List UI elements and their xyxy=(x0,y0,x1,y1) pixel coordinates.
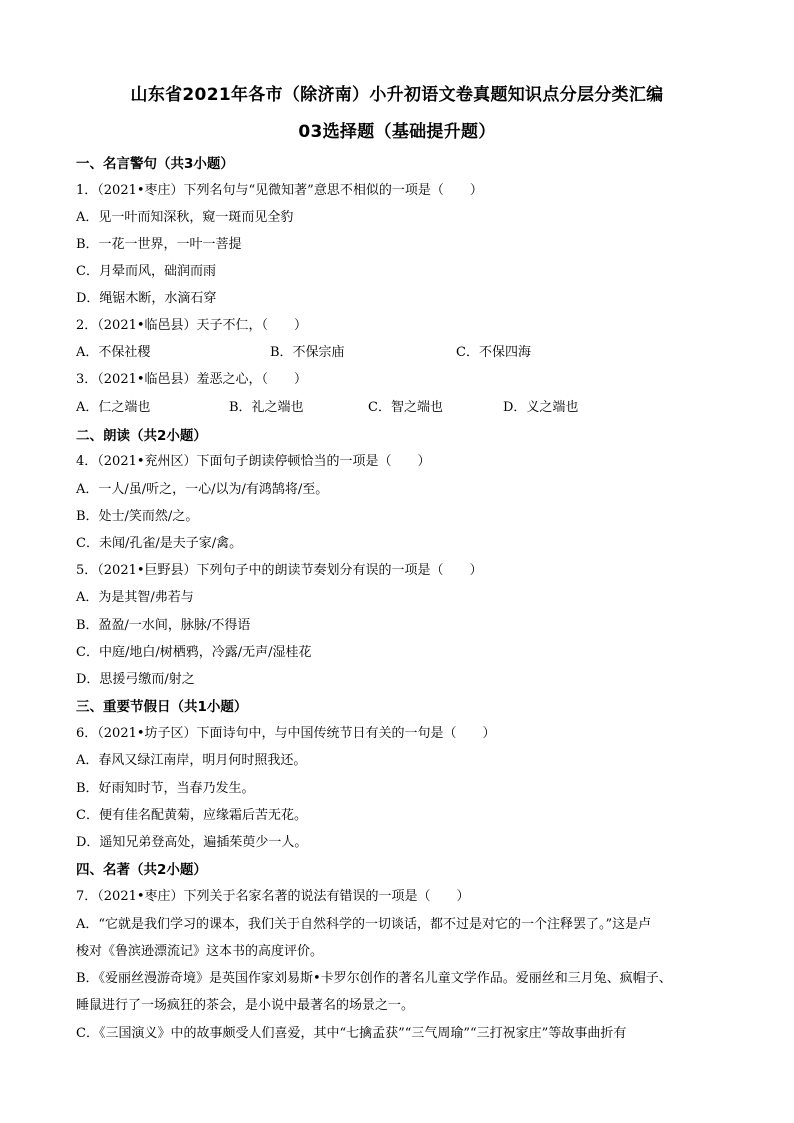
question-1-option-b: B．一花一世界，一叶一菩提 xyxy=(76,237,242,252)
question-5-option-d: D．思援弓缴而/射之 xyxy=(76,672,195,687)
question-5-stem: 5．（2021•巨野县）下列句子中的朗读节奏划分有误的一项是（ ） xyxy=(76,563,483,578)
question-2-option-c: C．不保四海 xyxy=(456,345,531,360)
question-5-option-b: B．盈盈/一水间，脉脉/不得语 xyxy=(76,618,251,633)
section-heading-proverbs: 一、名言警句（共3小题） xyxy=(76,156,234,172)
question-4-stem: 4．（2021•兖州区）下面句子朗读停顿恰当的一项是（ ） xyxy=(76,454,431,469)
question-3-option-d: D．义之端也 xyxy=(503,400,579,415)
section-heading-reading-aloud: 二、朗读（共2小题） xyxy=(76,428,207,444)
question-7-option-b-line1: B．《爱丽丝漫游奇境》是英国作家刘易斯•卡罗尔创作的著名儿童文学作品。爱丽丝和三月兔、疯帽子、 xyxy=(76,971,672,986)
question-3-option-c: C．智之端也 xyxy=(368,400,443,415)
question-1-option-c: C．月晕而风，础润而雨 xyxy=(76,264,216,279)
question-2-option-b: B．不保宗庙 xyxy=(270,345,345,360)
question-7-option-a-line1: A．“它就是我们学习的课本，我们关于自然科学的一切谈话，都不过是对它的一个注释罢了。”这是卢 xyxy=(76,917,652,932)
question-6-option-c: C．便有佳名配黄菊，应缘霜后苦无花。 xyxy=(76,808,307,823)
question-5-option-c: C．中庭/地白/树栖鸦，冷露/无声/湿桂花 xyxy=(76,645,312,660)
question-7-option-c-line1: C．《三国演义》中的故事颇受人们喜爱，其中“七擒孟获”“三气周瑜”“三打祝家庄”等故事曲折有 xyxy=(76,1026,627,1041)
question-7-option-a-line2: 梭对《鲁滨逊漂流记》这本书的高度评价。 xyxy=(76,944,324,959)
question-6-option-b: B．好雨知时节，当春乃发生。 xyxy=(76,781,255,796)
question-7-option-b-line2: 睡鼠进行了一场疯狂的茶会，是小说中最著名的场景之一。 xyxy=(76,998,415,1013)
document-subtitle: 03选择题（基础提升题） xyxy=(298,122,496,142)
question-1-option-d: D．绳锯木断，水滴石穿 xyxy=(76,291,217,306)
section-heading-classics: 四、名著（共2小题） xyxy=(76,862,207,878)
question-6-option-d: D．遥知兄弟登高处，遍插茱萸少一人。 xyxy=(76,835,308,850)
question-7-stem: 7．（2021•枣庄）下列关于名家名著的说法有错误的一项是（ ） xyxy=(76,889,470,904)
question-2-stem: 2．（2021•临邑县）天子不仁，（ ） xyxy=(76,318,308,333)
question-3-option-a: A．仁之端也 xyxy=(76,400,151,415)
question-1-option-a: A．见一叶而知深秋，窥一斑而见全豹 xyxy=(76,210,294,225)
section-heading-holidays: 三、重要节假日（共1小题） xyxy=(76,699,248,715)
question-3-stem: 3．（2021•临邑县）羞恶之心，（ ） xyxy=(76,372,308,387)
question-4-option-a: A．一人/虽/听之，一心/以为/有鸿鹄将/至。 xyxy=(76,482,329,497)
question-3-option-b: B．礼之端也 xyxy=(229,400,304,415)
question-6-option-a: A．春风又绿江南岸，明月何时照我还。 xyxy=(76,753,307,768)
question-4-option-c: C．未闻/孔雀/是夫子家/禽。 xyxy=(76,536,243,551)
question-1-stem: 1．（2021•枣庄）下列名句与“见微知著”意思不相似的一项是（ ） xyxy=(76,183,483,198)
question-2-option-a: A．不保社稷 xyxy=(76,345,151,360)
question-6-stem: 6．（2021•坊子区）下面诗句中，与中国传统节日有关的一句是（ ） xyxy=(76,726,496,741)
question-5-option-a: A．为是其智/弗若与 xyxy=(76,590,194,605)
question-4-option-b: B．处士/笑而然/之。 xyxy=(76,509,199,524)
document-title: 山东省2021年各市（除济南）小升初语文卷真题知识点分层分类汇编 xyxy=(130,85,664,105)
